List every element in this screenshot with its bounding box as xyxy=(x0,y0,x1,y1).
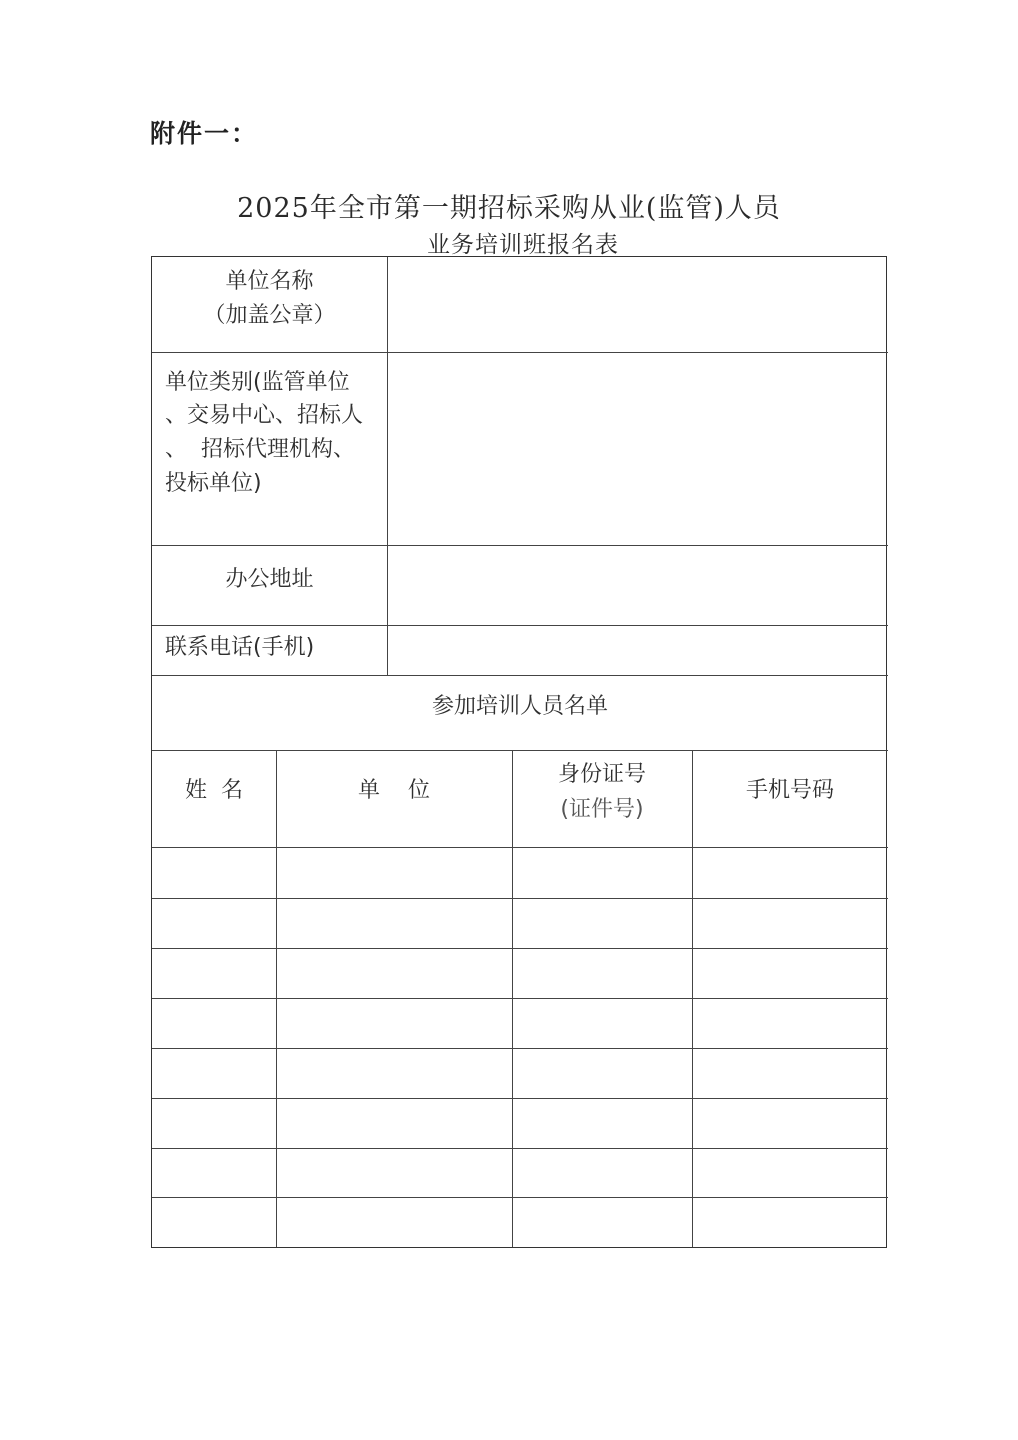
unit-type-label-line: 投标单位) xyxy=(165,471,262,496)
unit-type-field[interactable] xyxy=(389,354,886,544)
form-title-line-2: 业务培训班报名表 xyxy=(427,232,619,258)
column-header-id-number: 身份证号 xyxy=(557,762,646,787)
unit-name-label: 单位名称 xyxy=(225,269,314,294)
column-header-id-note: (证件号) xyxy=(560,797,644,822)
unit-type-label-line: 单位类别(监管单位 xyxy=(165,370,350,395)
office-address-label: 办公地址 xyxy=(225,567,314,592)
row-divider xyxy=(152,750,888,751)
row-divider xyxy=(152,675,888,676)
column-header-mobile: 手机号码 xyxy=(745,778,834,803)
unit-name-field[interactable] xyxy=(389,257,886,351)
office-address-field[interactable] xyxy=(389,547,886,624)
participant-row[interactable] xyxy=(152,1198,886,1246)
participant-row[interactable] xyxy=(152,1099,886,1147)
participants-heading: 参加培训人员名单 xyxy=(431,694,608,719)
unit-type-label-line: 、 招标代理机构、 xyxy=(165,437,355,462)
phone-label: 联系电话(手机) xyxy=(165,635,315,660)
row-divider xyxy=(152,545,888,546)
participant-row[interactable] xyxy=(152,848,886,897)
row-divider xyxy=(152,352,888,353)
registration-form-table xyxy=(151,256,887,1248)
participant-row[interactable] xyxy=(152,949,886,997)
unit-type-label-line: 、交易中心、招标人 xyxy=(165,403,364,428)
phone-field[interactable] xyxy=(389,627,886,674)
form-title-line-1: 2025年全市第一期招标采购从业(监管)人员 xyxy=(237,193,781,224)
column-divider xyxy=(387,257,388,675)
row-divider xyxy=(152,625,888,626)
column-header-name: 姓 名 xyxy=(185,778,243,803)
participant-row[interactable] xyxy=(152,999,886,1047)
attachment-label: 附件一： xyxy=(150,119,259,148)
participant-row[interactable] xyxy=(152,1049,886,1097)
unit-name-seal-note: （加盖公章） xyxy=(203,303,336,328)
column-header-unit: 单 位 xyxy=(358,778,430,803)
participant-row[interactable] xyxy=(152,899,886,947)
participant-row[interactable] xyxy=(152,1149,886,1196)
